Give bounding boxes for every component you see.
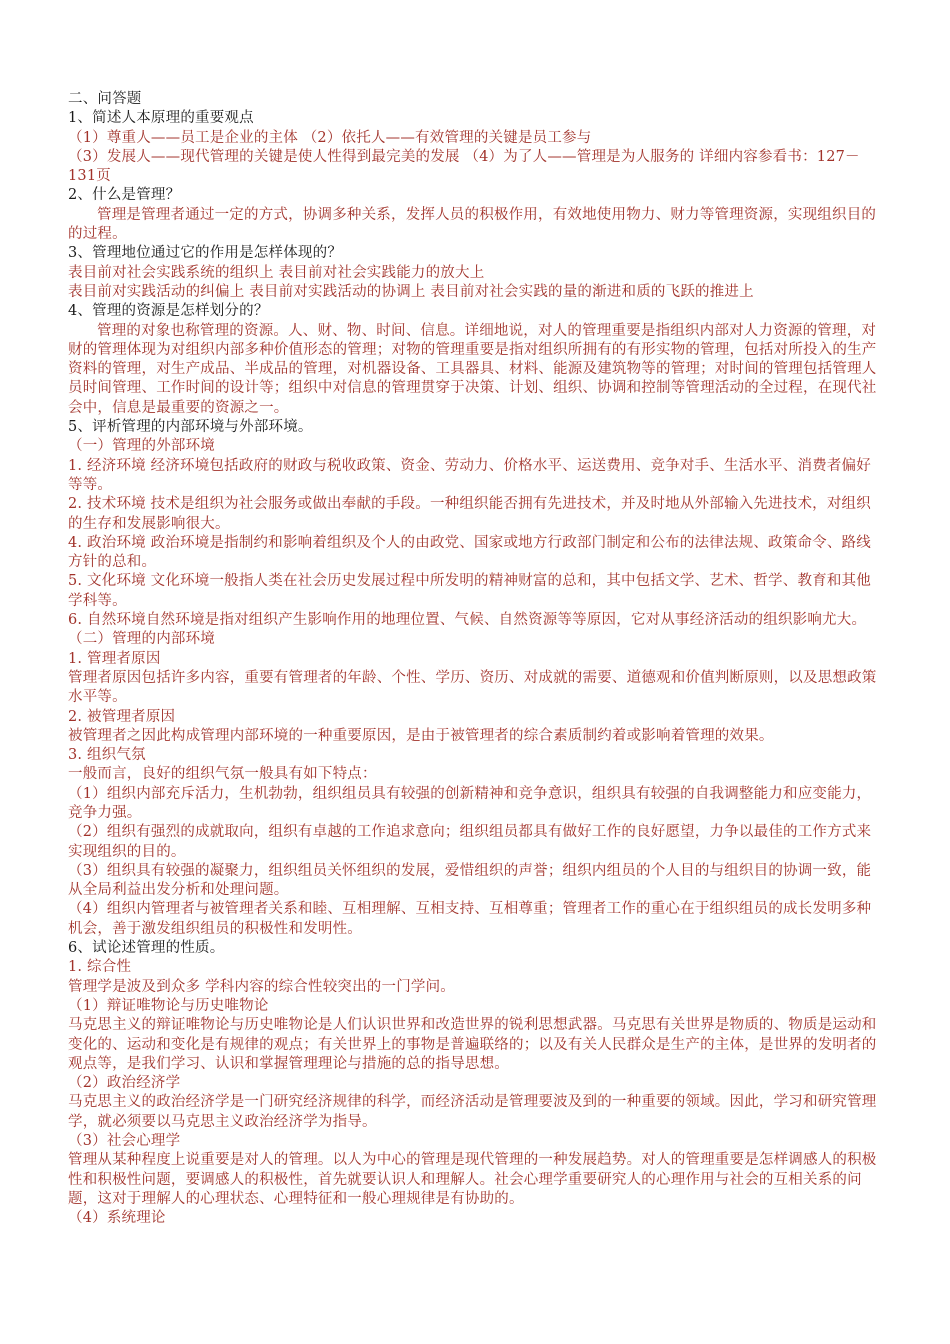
answer-paragraph: 表目前对实践活动的纠偏上 表目前对实践活动的协调上 表目前对社会实践的量的渐进和质的飞跃的推进上 bbox=[68, 283, 754, 300]
answer-paragraph: （2）组织有强烈的成就取向，组织有卓越的工作追求意向；组织组员都具有做好工作的良好愿望，力争以最佳的工作方式来实现组织的目的。 bbox=[68, 824, 872, 860]
answer-paragraph: （1）辩证唯物论与历史唯物论 bbox=[68, 997, 269, 1014]
answer-paragraph: 4. 政治环境 政治环境是指制约和影响着组织及个人的由政党、国家或地方行政部门制定和公布的法律法规、政策命令、路线方针的总和。 bbox=[68, 534, 871, 571]
answer-paragraph: （2）政治经济学 bbox=[68, 1075, 181, 1092]
question-heading: 3、管理地位通过它的作用是怎样体现的？ bbox=[68, 245, 343, 262]
answer-paragraph: 1. 综合性 bbox=[68, 959, 132, 976]
answer-paragraph: （1）组织内部充斥活力，生机勃勃，组织组员具有较强的创新精神和竞争意识，组织具有较强的自我调整能力和应变能力，竞争力强。 bbox=[68, 785, 872, 821]
answer-paragraph: （二）管理的内部环境 bbox=[68, 631, 215, 648]
answer-paragraph: 管理是管理者通过一定的方式，协调多种关系，发挥人员的积极作用，有效地使用物力、财力等管理资源，实现组织目的的过程。 bbox=[68, 206, 877, 243]
answer-paragraph: （3）组织具有较强的凝聚力，组织组员关怀组织的发展，爱惜组织的声誉；组织内组员的个人目的与组织目的协调一致，能从全局利益出发分析和处理问题。 bbox=[68, 862, 872, 899]
question-heading: 6、试论述管理的性质。 bbox=[68, 940, 225, 957]
answer-paragraph: （1）尊重人——员工是企业的主体 （2）依托人——有效管理的关键是员工参与 bbox=[68, 129, 592, 146]
answer-paragraph: 马克思主义的辩证唯物论与历史唯物论是人们认识世界和改造世界的锐利思想武器。马克思有关世界是物质的、物质是运动和变化的、运动和变化是有规律的观点；有关世界上的事物是普遍联络的；以及有关人民群众是生产的主体，是世界的发明者的观点等，是我们学习、认识和掌握管理理论与措施的总的指导思想。 bbox=[68, 1017, 877, 1072]
answer-paragraph: 管理学是波及到众多 学科内容的综合性较突出的一门学问。 bbox=[68, 978, 456, 995]
answer-paragraph: 管理的对象也称管理的资源。人、财、物、时间、信息。详细地说，对人的管理重要是指组织内部对人力资源的管理，对财的管理体现为对组织内部多种价值形态的管理；对物的管理重要是指对组织所拥有的有形实物的管理，包括对所投入的生产资料的管理，对生产成品、半成品的管理，对机器设备、工具器具、材料、能源及建筑物等的管理；对时间的管理包括管理人员时间管理、工作时间的设计等；组织中对信息的管理贯穿于决策、计划、组织、协调和控制等管理活动的全过程，在现代社会中，信息是最重要的资源之一。 bbox=[68, 322, 877, 416]
answer-paragraph: 马克思主义的政治经济学是一门研究经济规律的科学，而经济活动是管理要波及到的一种重要的领域。因此，学习和研究管理学，就必须要以马克思主义政治经济学为指导。 bbox=[68, 1094, 877, 1130]
question-heading: 5、评析管理的内部环境与外部环境。 bbox=[68, 419, 313, 436]
answer-paragraph: 一般而言，良好的组织气氛一般具有如下特点： bbox=[68, 766, 377, 783]
answer-paragraph: 被管理者之因此构成管理内部环境的一种重要原因，是由于被管理者的综合素质制约着或影响着管理的效果。 bbox=[68, 727, 774, 744]
document-body bbox=[68, 90, 884, 1229]
answer-paragraph: 6. 自然环境自然环境是指对组织产生影响作用的地理位置、气候、自然资源等等原因，它对从事经济活动的组织影响尤大。 bbox=[68, 612, 867, 629]
answer-paragraph: 2. 被管理者原因 bbox=[68, 708, 176, 725]
answer-paragraph: （3）社会心理学 bbox=[68, 1133, 181, 1150]
question-heading: 1、简述人本原理的重要观点 bbox=[68, 110, 254, 127]
answer-paragraph: 2. 技术环境 技术是组织为社会服务或做出奉献的手段。一种组织能否拥有先进技术，并及时地从外部输入先进技术，对组织的生存和发展影响很大。 bbox=[68, 496, 871, 532]
answer-paragraph: 表目前对社会实践系统的组织上 表目前对社会实践能力的放大上 bbox=[68, 264, 485, 281]
answer-paragraph: （4）系统理论 bbox=[68, 1210, 166, 1227]
question-heading: 二、问答题 bbox=[68, 91, 142, 107]
question-heading: 2、什么是管理？ bbox=[68, 187, 181, 204]
answer-paragraph: 管理从某种程度上说重要是对人的管理。以人为中心的管理是现代管理的一种发展趋势。对人的管理重要是怎样调感人的积极性和积极性问题，要调感人的积极性，首先就要认识人和理解人。社会心理学重要研究人的心理作用与社会的互相关系的问题，这对于理解人的心理状态、心理特征和一般心理规律是有协助的。 bbox=[68, 1152, 877, 1207]
answer-paragraph: 1. 经济环境 经济环境包括政府的财政与税收政策、资金、劳动力、价格水平、运送费用、竞争对手、生活水平、消费者偏好等等。 bbox=[68, 457, 871, 493]
question-heading: 4、管理的资源是怎样划分的？ bbox=[68, 303, 269, 320]
answer-paragraph: 3. 组织气氛 bbox=[68, 747, 146, 764]
answer-paragraph: 1. 管理者原因 bbox=[68, 650, 161, 667]
answer-paragraph: 5. 文化环境 文化环境一般指人类在社会历史发展过程中所发明的精神财富的总和，其中包括文学、艺术、哲学、教育和其他学科等。 bbox=[68, 573, 871, 609]
answer-paragraph: （一）管理的外部环境 bbox=[68, 438, 215, 455]
answer-paragraph: （4）组织内管理者与被管理者关系和睦、互相理解、互相支持、互相尊重；管理者工作的重心在于组织组员的成长发明多种机会，善于激发组织组员的积极性和发明性。 bbox=[68, 901, 872, 937]
answer-paragraph: 管理者原因包括许多内容，重要有管理者的年龄、个性、学历、资历、对成就的需要、道德观和价值判断原则，以及思想政策水平等。 bbox=[68, 669, 877, 706]
answer-paragraph: （3）发展人——现代管理的关键是使人性得到最完美的发展 （4）为了人——管理是为人服务的 详细内容参看书：127－131页 bbox=[68, 148, 860, 185]
